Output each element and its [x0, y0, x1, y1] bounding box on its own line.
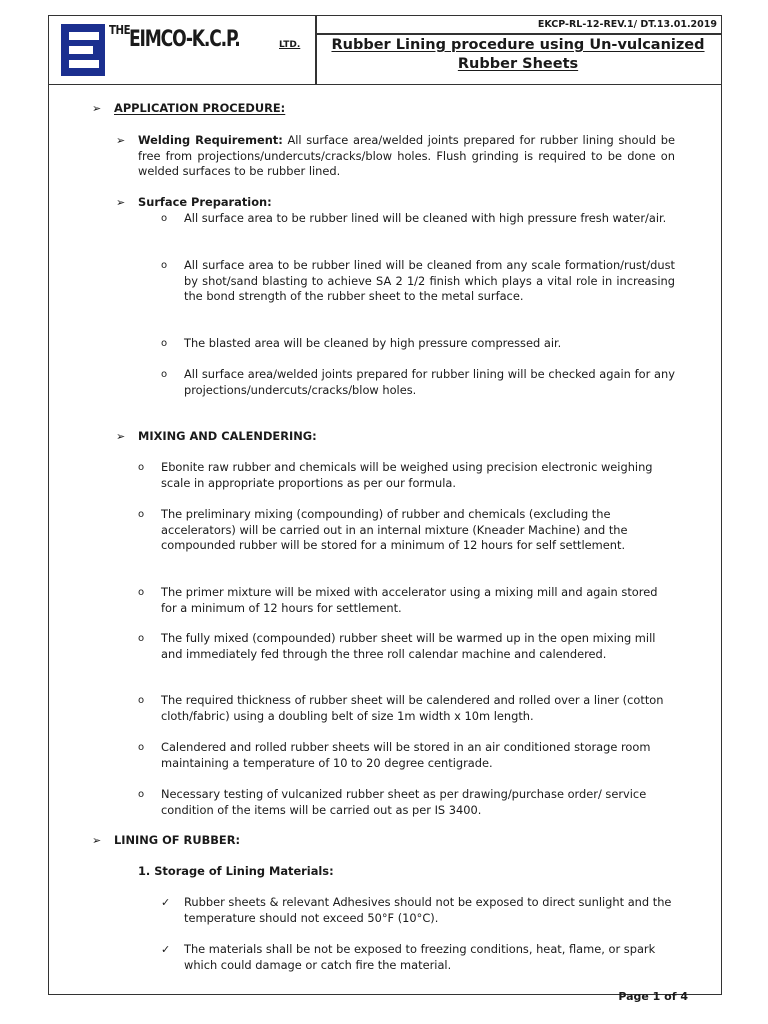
circle-bullet-icon: o [138, 587, 145, 598]
header-divider-horizontal [315, 33, 721, 35]
circle-bullet-icon: o [161, 260, 168, 271]
circle-bullet-icon: o [138, 742, 145, 753]
circle-bullet-icon: o [161, 369, 168, 380]
arrow-bullet-icon: ➢ [116, 430, 126, 443]
arrow-bullet-icon: ➢ [92, 834, 102, 847]
storage-heading: 1. Storage of Lining Materials: [138, 864, 334, 878]
welding-requirement-label: Welding Requirement: [138, 133, 283, 147]
arrow-bullet-icon: ➢ [116, 134, 126, 147]
storage-item: Rubber sheets & relevant Adhesives should not be exposed to direct sunlight and the temperature should not exceed 50°F (10°C). [184, 895, 672, 925]
mixing-item: The preliminary mixing (compounding) of rubber and chemicals (excluding the accelerators) will be carried out in an internal mixture (Kneader Machine) and the compounded rubber will be stored for a minimum of 12 hours for self settlement. [161, 507, 628, 553]
surface-item: All surface area to be rubber lined will be cleaned from any scale formation/rust/dust by shot/sand blasting to achieve SA 2 1/2 finish which plays a vital role in increasing the bond strength of the rubber sheet to the metal surface. [184, 258, 675, 304]
welding-requirement-text: All surface area/welded joints prepared for rubber lining should be free from projections/undercuts/cracks/blow holes. Flush grinding is required to be done on welded surfaces to be rubber lined. [138, 133, 675, 179]
mixing-item: Calendered and rolled rubber sheets will be stored in an air conditioned storage room maintaining a temperature of 10 to 20 degree centigrade. [161, 740, 651, 770]
section-heading-application: APPLICATION PROCEDURE: [114, 101, 286, 115]
surface-item: The blasted area will be cleaned by high pressure compressed air. [184, 336, 562, 350]
title-line-2: Rubber Sheets [457, 56, 579, 72]
check-bullet-icon: ✓ [161, 943, 171, 956]
document-header [48, 15, 722, 85]
page-number: Page 1 of 4 [618, 990, 688, 1003]
logo-the-text: THE [109, 23, 131, 37]
circle-bullet-icon: o [138, 509, 145, 520]
arrow-bullet-icon: ➢ [116, 196, 126, 209]
surface-item: All surface area/welded joints prepared for rubber lining will be checked again for any projections/undercuts/cracks/blow holes. [184, 367, 675, 397]
logo-company-name: EIMCO-K.C.P. [129, 27, 240, 52]
welding-requirement-paragraph [138, 133, 675, 180]
check-bullet-icon: ✓ [161, 896, 171, 909]
section-heading-mixing: MIXING AND CALENDERING: [138, 429, 317, 443]
circle-bullet-icon: o [161, 213, 168, 224]
title-line-1: Rubber Lining procedure using Un-vulcanized [331, 37, 705, 53]
document-number: EKCP-RL-12-REV.1/ DT.13.01.2019 [537, 19, 717, 30]
mixing-item: Necessary testing of vulcanized rubber sheet as per drawing/purchase order/ service condition of the items will be carried out as per IS 3400. [161, 787, 647, 817]
surface-preparation-heading: Surface Preparation: [138, 195, 272, 209]
circle-bullet-icon: o [138, 695, 145, 706]
mixing-item: Ebonite raw rubber and chemicals will be weighed using precision electronic weighing scale in appropriate proportions as per our formula. [161, 460, 653, 490]
circle-bullet-icon: o [138, 462, 145, 473]
eimco-logo-icon [61, 24, 105, 76]
storage-item: The materials shall be not be exposed to freezing conditions, heat, flame, or spark which could damage or catch fire the material. [184, 942, 656, 972]
circle-bullet-icon: o [138, 633, 145, 644]
surface-item: All surface area to be rubber lined will be cleaned with high pressure fresh water/air. [184, 211, 667, 225]
circle-bullet-icon: o [161, 338, 168, 349]
mixing-item: The fully mixed (compounded) rubber sheet will be warmed up in the open mixing mill and immediately fed through the three roll calendar machine and calendered. [161, 631, 656, 661]
arrow-bullet-icon: ➢ [92, 102, 102, 115]
mixing-item: The required thickness of rubber sheet will be calendered and rolled over a liner (cotton cloth/fabric) using a doubling belt of size 1m width x 10m length. [161, 693, 664, 723]
mixing-item: The primer mixture will be mixed with accelerator using a mixing mill and again stored for a minimum of 12 hours for settlement. [161, 585, 658, 615]
logo-ltd-text: LTD. [279, 40, 301, 50]
company-logo [59, 20, 309, 80]
document-title [317, 36, 719, 74]
circle-bullet-icon: o [138, 789, 145, 800]
section-heading-lining: LINING OF RUBBER: [114, 833, 241, 847]
